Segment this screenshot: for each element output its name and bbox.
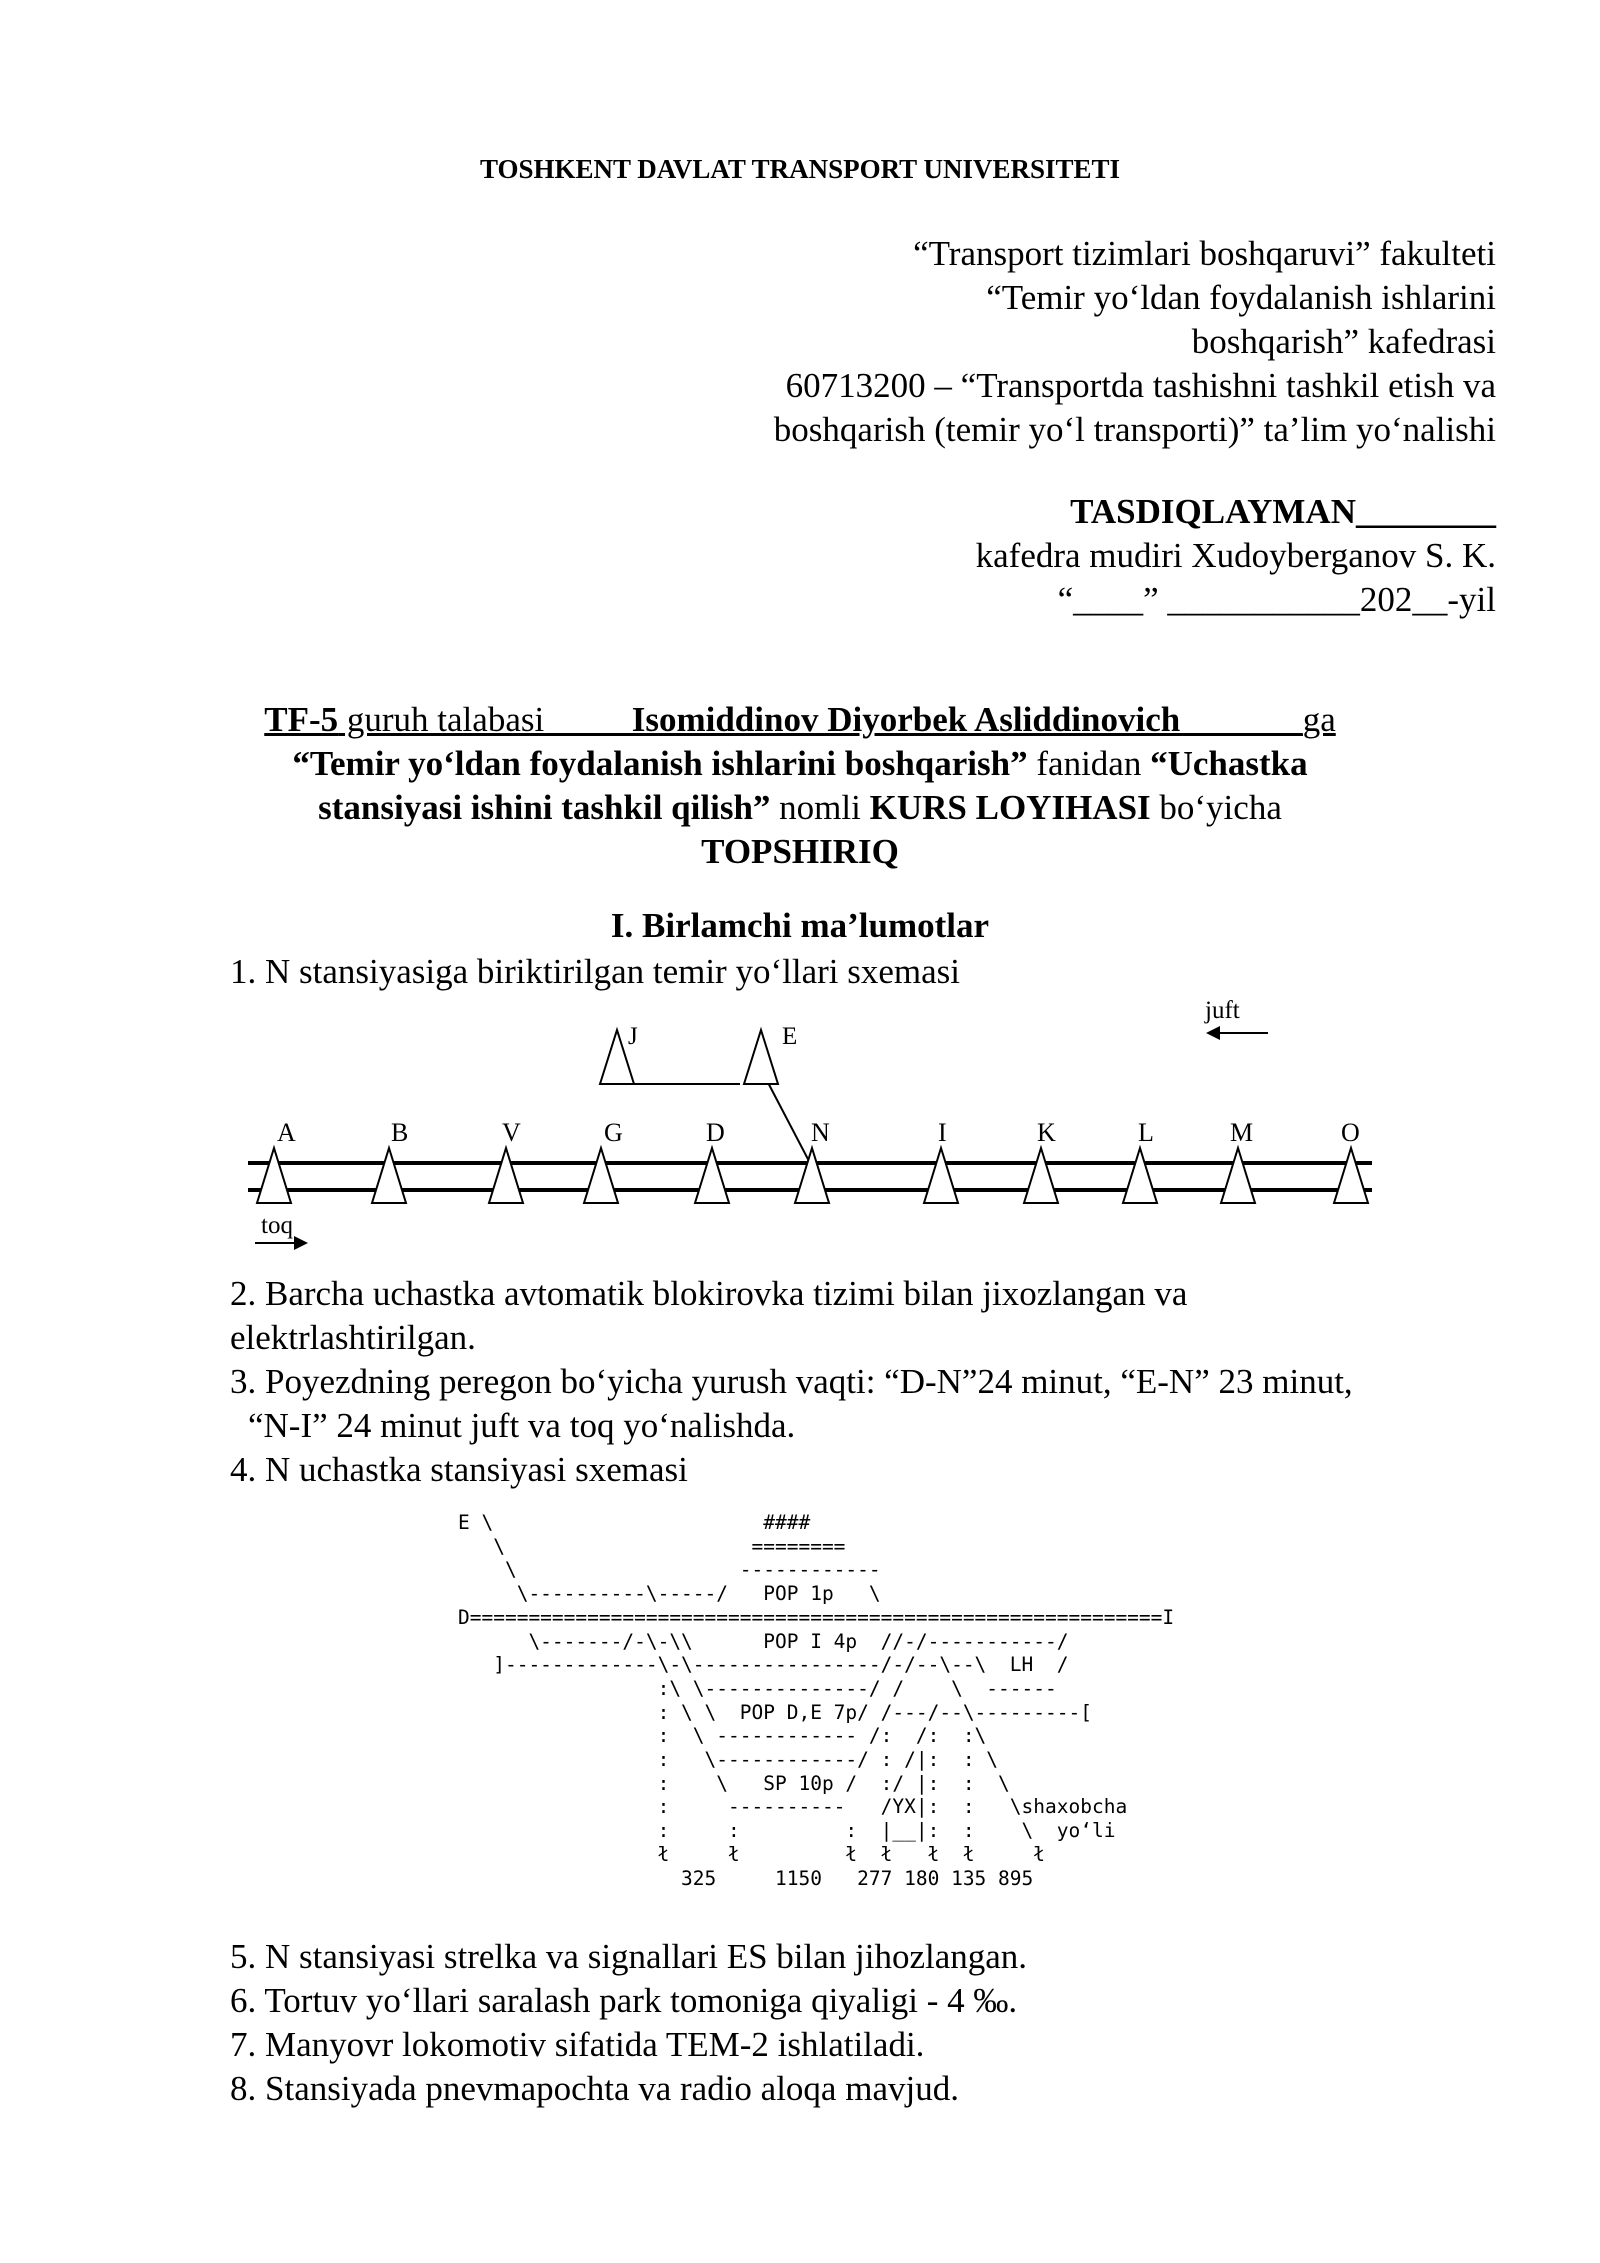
station-triangle — [372, 1148, 406, 1203]
station-triangle — [1221, 1148, 1255, 1203]
juft-direction-label: juft — [1205, 997, 1240, 1024]
item-2-line-1: 2. Barcha uchastka avtomatik blokirovka tizimi bilan jixozlangan va — [230, 1274, 1188, 1313]
station-L — [1123, 1118, 1157, 1203]
project-type: KURS LOYIHASI — [869, 788, 1151, 827]
station-N — [795, 1118, 830, 1203]
station-triangle — [924, 1148, 958, 1203]
item-6: 6. Tortuv yo‘llari saralash park tomoniga qiyaligi - 4 ‰. — [230, 1981, 1018, 2020]
station-B — [372, 1118, 408, 1203]
header-line: boshqarish” kafedrasi — [1191, 322, 1496, 361]
group-code: TF-5 — [264, 700, 339, 739]
station-label: K — [1037, 1118, 1056, 1147]
station-triangle — [1024, 1148, 1058, 1203]
station-label: G — [604, 1118, 623, 1147]
header-line: boshqarish (temir yo‘l transporti)” ta’lim yo‘nalishi — [773, 410, 1496, 449]
station-label: L — [1138, 1118, 1154, 1147]
item-3-line-1: 3. Poyezdning peregon bo‘yicha yurush vaqti: “D-N”24 minut, “E-N” 23 minut, — [230, 1362, 1353, 1401]
station-D — [695, 1118, 729, 1203]
student-name: _____Isomiddinov Diyorbek Asliddinovich_______ — [544, 700, 1303, 739]
task-heading-text: TOPSHIRIQ — [701, 832, 899, 871]
station-label: I — [938, 1118, 947, 1147]
topic-part-2: stansiyasi ishini tashkil qilish” — [318, 788, 771, 827]
item-7: 7. Manyovr lokomotiv sifatida TEM-2 ishlatiladi. — [230, 2025, 925, 2064]
station-triangle — [489, 1148, 523, 1203]
station-label: D — [706, 1118, 725, 1147]
subject-name: “Temir yo‘ldan foydalanish ishlarini boshqarish” — [292, 744, 1028, 783]
station-M — [1221, 1118, 1255, 1203]
toq-direction-label: toq — [261, 1212, 293, 1239]
branch-station-label: E — [782, 1023, 798, 1050]
station-I — [924, 1118, 958, 1203]
station-K — [1024, 1118, 1058, 1203]
station-triangle — [1123, 1148, 1157, 1203]
station-label: O — [1341, 1118, 1360, 1147]
station-label: V — [502, 1118, 521, 1147]
station-triangle — [795, 1148, 829, 1203]
header-line: “Transport tizimlari boshqaruvi” fakulteti — [913, 234, 1496, 273]
station-triangle — [584, 1148, 618, 1203]
student-label: guruh talabasi — [338, 700, 545, 739]
approval-title: TASDIQLAYMAN________ — [1070, 492, 1496, 531]
subject-suffix: fanidan — [1027, 744, 1151, 783]
station-triangle — [695, 1148, 729, 1203]
station-triangle-E — [744, 1030, 778, 1084]
header-line: “Temir yo‘ldan foydalanish ishlarini — [986, 278, 1496, 317]
project-suffix: bo‘yicha — [1150, 788, 1282, 827]
header-line: 60713200 – “Transportda tashishni tashkil etish va — [785, 366, 1496, 405]
station-triangle — [1334, 1148, 1368, 1203]
branch-connector — [764, 1075, 810, 1163]
branch-station-label: J — [628, 1023, 638, 1050]
item-2-line-2: elektrlashtirilgan. — [230, 1318, 476, 1357]
station-V — [489, 1118, 523, 1203]
item-5: 5. N stansiyasi strelka va signallari ES bilan jihozlangan. — [230, 1937, 1028, 1976]
station-ascii-scheme: E \ #### \ ======== \ ------------ \----------\-----/ POP 1p \ D===========================================================I \-------/-\-\\ POP I 4p //-/-----------/ ]-------------\-\----------------/-/--\--\ LH / :\ \--------------/ / \ ------ : \ \ POP D,E 7p/ /---/--\---------[ : \ ------------ /: /: :\ : \------------/ : /|: : \ : \ SP 10p / :/ |: : \ : ---------- /YX|: : \shaxobcha : : : |__|: : \ yo‘li ł ł ł ł ł ł ł 325 1150 277 180 135 895 — [458, 1511, 1175, 1890]
approval-date: “____” ___________202__-yil — [1057, 580, 1496, 619]
toq-arrow-icon — [294, 1236, 308, 1250]
item-3-line-2: “N-I” 24 minut juft va toq yo‘nalishda. — [248, 1406, 796, 1445]
approval-head: kafedra mudiri Xudoyberganov S. K. — [975, 536, 1496, 575]
station-label: M — [1230, 1118, 1254, 1147]
station-label: N — [811, 1118, 830, 1147]
item-8: 8. Stansiyada pnevmapochta va radio aloqa mavjud. — [230, 2069, 959, 2108]
university-name: TOSHKENT DAVLAT TRANSPORT UNIVERSITETI — [479, 154, 1121, 184]
topic-suffix: nomli — [770, 788, 870, 827]
item-2 — [230, 1272, 1187, 1360]
station-triangle — [257, 1148, 291, 1203]
juft-arrow-icon — [1206, 1026, 1220, 1040]
station-label: B — [391, 1118, 409, 1147]
item-3 — [230, 1360, 1353, 1448]
item-4: 4. N uchastka stansiyasi sxemasi — [230, 1450, 688, 1489]
section-title: I. Birlamchi ma’lumotlar — [610, 906, 990, 945]
student-suffix: ga — [1302, 700, 1336, 739]
topic-part-1: “Uchastka — [1150, 744, 1308, 783]
station-label: A — [277, 1118, 296, 1147]
station-O — [1334, 1118, 1368, 1203]
item-1: 1. N stansiyasiga biriktirilgan temir yo‘llari sxemasi — [230, 952, 960, 991]
